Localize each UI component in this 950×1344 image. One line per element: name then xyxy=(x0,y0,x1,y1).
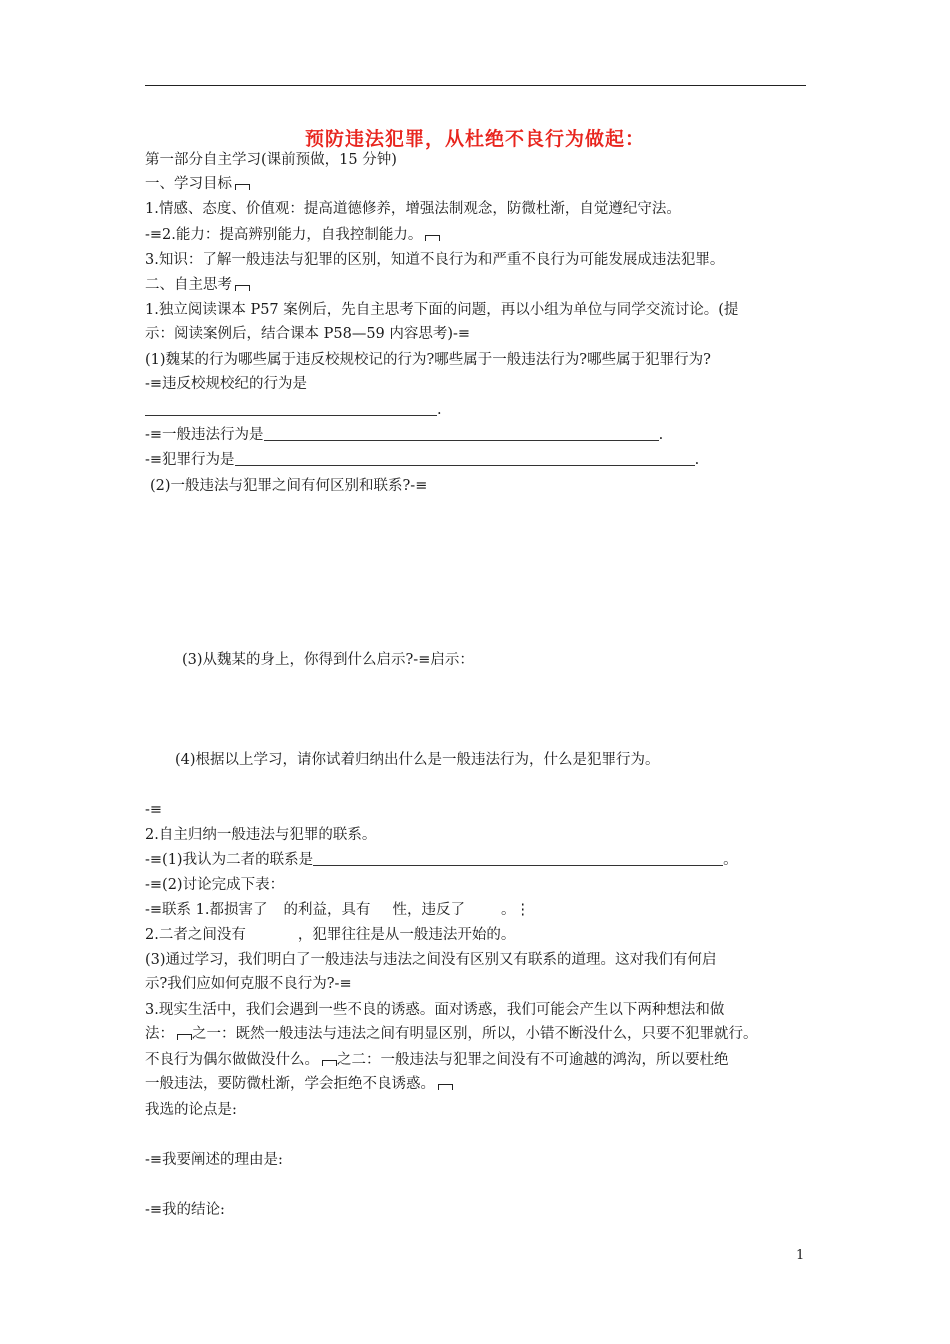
answer-blank[interactable] xyxy=(235,451,695,466)
mark-icon xyxy=(322,1060,337,1066)
text-line: -≡我要阐述的理由是: xyxy=(145,1152,283,1168)
text-line: 3.知识：了解一般违法与犯罪的区别，知道不良行为和严重不良行为可能发展成违法犯罪。 xyxy=(145,252,725,268)
text-line: -≡2.能力：提高辨别能力，自我控制能力。 xyxy=(145,225,440,245)
text-line: 2.自主归纳一般违法与犯罪的联系。 xyxy=(145,827,377,843)
mark-icon xyxy=(177,1034,192,1040)
fill-line: -≡联系 1.都损害了 的利益，具有 性，违反了 。⋮ xyxy=(145,902,530,918)
text-line: -≡违反校规校纪的行为是 xyxy=(145,376,308,392)
mark-icon xyxy=(235,184,250,190)
text-line: -≡(2)讨论完成下表： xyxy=(145,877,285,893)
text-line: -≡我的结论: xyxy=(145,1202,225,1218)
text-line: (3)通过学习，我们明白了一般违法与违法之间没有区别又有联系的道理。这对我们有何启 xyxy=(145,952,717,968)
text-line: 我选的论点是: xyxy=(145,1102,237,1118)
mark-icon xyxy=(235,285,250,291)
fill-line: -≡一般违法行为是 . xyxy=(145,427,664,443)
text-line: 法： 之一：既然一般违法与违法之间有明显区别，所以，小错不断没什么，只要不犯罪就行。 xyxy=(145,1026,758,1042)
fill-line: . xyxy=(145,400,442,420)
answer-blank[interactable] xyxy=(264,426,659,441)
text-line: 一般违法，要防微杜渐，学会拒绝不良诱惑。 xyxy=(145,1074,453,1094)
mark-icon xyxy=(425,235,440,241)
text-line: (2)一般违法与犯罪之间有何区别和联系?-≡ xyxy=(150,478,428,494)
answer-blank[interactable] xyxy=(145,401,437,416)
fill-line: -≡犯罪行为是 . xyxy=(145,452,700,468)
page-number: 1 xyxy=(796,1248,805,1263)
text-line: 示?我们应如何克服不良行为?-≡ xyxy=(145,976,352,992)
text-line: -≡ xyxy=(145,802,163,818)
page-title: 预防违法犯罪，从杜绝不良行为做起： xyxy=(304,128,645,150)
text-line: 3.现实生活中，我们会遇到一些不良的诱惑。面对诱惑，我们可能会产生以下两种想法和做 xyxy=(145,1002,725,1018)
text-line: (4)根据以上学习，请你试着归纳出什么是一般违法行为，什么是犯罪行为。 xyxy=(175,752,660,768)
text-line: 不良行为偶尔做做没什么。 之二：一般违法与犯罪之间没有不可逾越的鸿沟，所以要杜绝 xyxy=(145,1052,729,1068)
answer-blank[interactable] xyxy=(313,851,723,866)
fill-line: -≡(1)我认为二者的联系是 。 xyxy=(145,852,738,868)
section-heading: 第一部分自主学习(课前预做，15 分钟) xyxy=(145,152,397,168)
text-line: (3)从魏某的身上，你得到什么启示?-≡启示： xyxy=(182,652,474,668)
text-line: (1)魏某的行为哪些属于违反校规校记的行为?哪些属于一般违法行为?哪些属于犯罪行为? xyxy=(145,352,711,368)
text-line: 二、自主思考 xyxy=(145,275,250,295)
text-line: 示：阅读案例后，结合课本 P58—59 内容思考)-≡ xyxy=(145,326,471,342)
text-line: 1.独立阅读课本 P57 案例后，先自主思考下面的问题，再以小组为单位与同学交流讨论。(提 xyxy=(145,302,739,318)
header-rule xyxy=(145,85,806,86)
fill-line: 2.二者之间没有 ，犯罪往往是从一般违法开始的。 xyxy=(145,927,516,943)
mark-icon xyxy=(438,1084,453,1090)
text-line: 一、学习目标 xyxy=(145,174,250,194)
text-line: 1.情感、态度、价值观：提高道德修养，增强法制观念，防微杜渐，自觉遵纪守法。 xyxy=(145,201,681,217)
